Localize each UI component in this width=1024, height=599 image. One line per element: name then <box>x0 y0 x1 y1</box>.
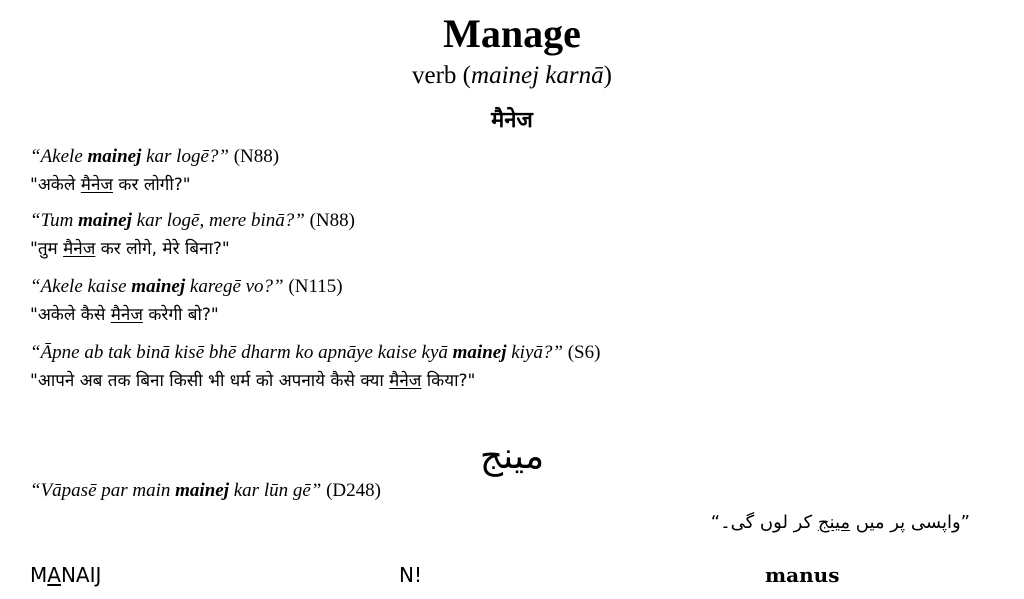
footer-text: NAIJ <box>60 563 102 587</box>
pos-suffix: ) <box>603 62 612 89</box>
entry-title: Manage <box>443 11 581 56</box>
keyword: मैनेज <box>80 175 114 195</box>
source-ref: (S6) <box>562 342 601 363</box>
example-text: "तुम <box>30 239 64 259</box>
example-text: “Āpne ab tak binā kisē bhē dharm ko apnāye kaise kyā <box>30 342 453 363</box>
example-text: कर लोगी?" <box>113 175 191 195</box>
footer-text: M <box>30 563 48 587</box>
example-text: किया?" <box>421 371 476 391</box>
footer-text: A <box>47 563 61 587</box>
footer-center-label: N! <box>399 563 422 587</box>
example-text: kar logē?” <box>141 146 229 167</box>
source-ref: (N115) <box>283 276 343 297</box>
example-text: ”واپسی پر میں <box>850 512 970 533</box>
example-text: "अकेले कैसे <box>30 305 111 325</box>
keyword: mainej <box>131 276 186 297</box>
pos-transliteration: mainej karnā <box>471 62 604 89</box>
keyword: मैनेज <box>110 305 143 325</box>
example-text: "अकेले <box>30 175 81 195</box>
urdu-headword: مینج <box>479 436 545 477</box>
example-text: کر لوں گی۔“ <box>710 512 818 533</box>
keyword: मैनेज <box>63 239 96 259</box>
example-text: karegē vo?” <box>185 276 284 297</box>
example-text: करेगी बो?" <box>142 305 219 325</box>
example-2-latin <box>30 210 355 232</box>
example-text: “Vāpasē par main <box>30 480 176 501</box>
hindi-headword: मैनेज <box>491 108 533 133</box>
urdu-example-latin <box>30 480 381 502</box>
example-2-devanagari <box>30 236 230 259</box>
example-3-latin <box>30 276 343 298</box>
pos-prefix: verb ( <box>412 62 472 89</box>
keyword: mainej <box>78 210 132 231</box>
example-text: kar lūn gē” <box>229 480 322 501</box>
keyword: मैनेज <box>389 371 422 391</box>
example-text: kar logē, mere binā?” <box>131 210 305 231</box>
keyword: mainej <box>452 342 507 363</box>
part-of-speech <box>0 62 1024 90</box>
source-ref: (N88) <box>228 146 280 167</box>
example-4-devanagari <box>30 368 475 391</box>
footer-left-label <box>30 563 101 587</box>
example-text: “Tum <box>30 210 79 231</box>
keyword: mainej <box>175 480 229 501</box>
example-text: “Akele <box>30 146 88 167</box>
example-1-latin <box>30 146 279 168</box>
example-text: “Akele kaise <box>30 276 132 297</box>
source-ref: (D248) <box>321 480 381 501</box>
urdu-example-sentence <box>700 512 970 533</box>
keyword: مینج <box>817 512 851 533</box>
example-4-latin <box>30 342 600 364</box>
footer-right-label: manus <box>765 563 840 587</box>
keyword: mainej <box>87 146 142 167</box>
example-text: kiyā?” <box>506 342 563 363</box>
source-ref: (N88) <box>304 210 355 231</box>
example-1-devanagari <box>30 172 191 195</box>
example-text: कर लोगे, मेरे बिना?" <box>95 239 230 259</box>
example-3-devanagari <box>30 302 219 325</box>
example-text: "आपने अब तक बिना किसी भी धर्म को अपनाये कैसे क्या <box>30 371 390 391</box>
